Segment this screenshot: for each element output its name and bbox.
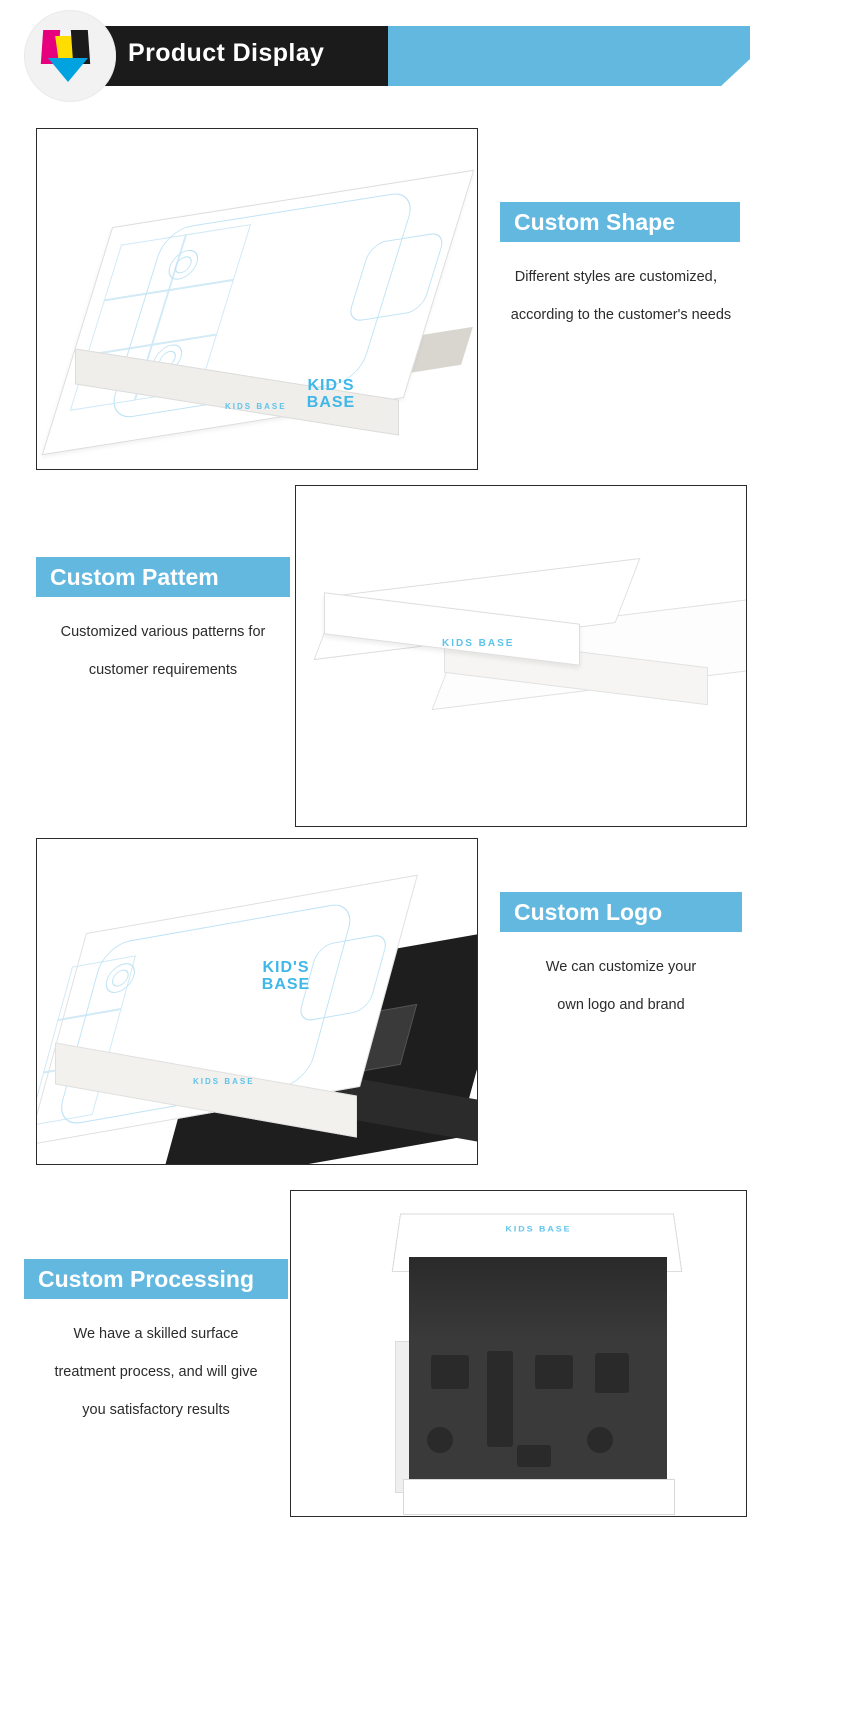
brand-mark-line1: KID'S [307, 377, 355, 394]
foam-cutout-round [427, 1427, 453, 1453]
desc-line: according to the customer's needs [510, 307, 732, 323]
desc-line: Different styles are customized， [514, 269, 728, 285]
brand-mark-small: KIDS BASE [442, 638, 515, 649]
brand-mark [286, 377, 376, 411]
scene-drawer-box [37, 839, 477, 1164]
mv-logo-icon [42, 30, 98, 82]
section-label-custom-processing: Custom Processing [24, 1259, 288, 1299]
foam-insert [409, 1341, 667, 1491]
brand-mark-small: KIDS BASE [225, 402, 287, 411]
brand-mark-line1: KID'S [262, 959, 310, 976]
foam-cutout [431, 1355, 469, 1389]
box-inner-back [409, 1257, 667, 1349]
product-image-custom-pattern [295, 485, 747, 827]
foam-cutout-strip [487, 1351, 513, 1447]
foam-cutout [517, 1445, 551, 1467]
scene-open-box-foam [291, 1191, 746, 1516]
product-image-custom-logo [36, 838, 478, 1165]
box-front-face [403, 1479, 675, 1515]
section-desc-custom-pattern [36, 613, 290, 689]
logo-badge [24, 10, 116, 102]
product-image-custom-processing [290, 1190, 747, 1517]
desc-line: own logo and brand [557, 997, 685, 1013]
brand-mark-line2: BASE [261, 976, 311, 993]
desc-line: Customized various patterns for [60, 624, 266, 640]
section-desc-custom-shape [488, 258, 754, 334]
foam-cutout [535, 1355, 573, 1389]
desc-line: We have a skilled surface [73, 1326, 239, 1342]
section-label-custom-pattern: Custom Pattem [36, 557, 290, 597]
brand-mark-small: KIDS BASE [193, 1077, 255, 1086]
banner-light-shape [388, 26, 750, 86]
scene-closed-box [37, 129, 477, 469]
brand-mark-small: KIDS BASE [505, 1224, 572, 1234]
scene-lid-and-base [296, 486, 746, 826]
desc-line: customer requirements [88, 662, 238, 678]
desc-line: We can customize your [545, 959, 697, 975]
product-image-custom-shape [36, 128, 478, 470]
desc-line: treatment process, and will give [54, 1364, 258, 1380]
foam-cutout-round [587, 1427, 613, 1453]
logo-shape-cyan [48, 58, 88, 82]
header-banner [88, 26, 750, 86]
section-desc-custom-logo [496, 948, 746, 1024]
desc-line: you satisfactory results [82, 1402, 230, 1418]
foam-cutout [595, 1353, 629, 1393]
page-header [0, 0, 850, 110]
section-label-custom-shape: Custom Shape [500, 202, 740, 242]
brand-mark-line2: BASE [306, 394, 356, 411]
section-desc-custom-processing [24, 1315, 288, 1429]
brand-mark [241, 959, 331, 993]
page-title: Product Display [128, 39, 325, 67]
section-label-custom-logo: Custom Logo [500, 892, 742, 932]
